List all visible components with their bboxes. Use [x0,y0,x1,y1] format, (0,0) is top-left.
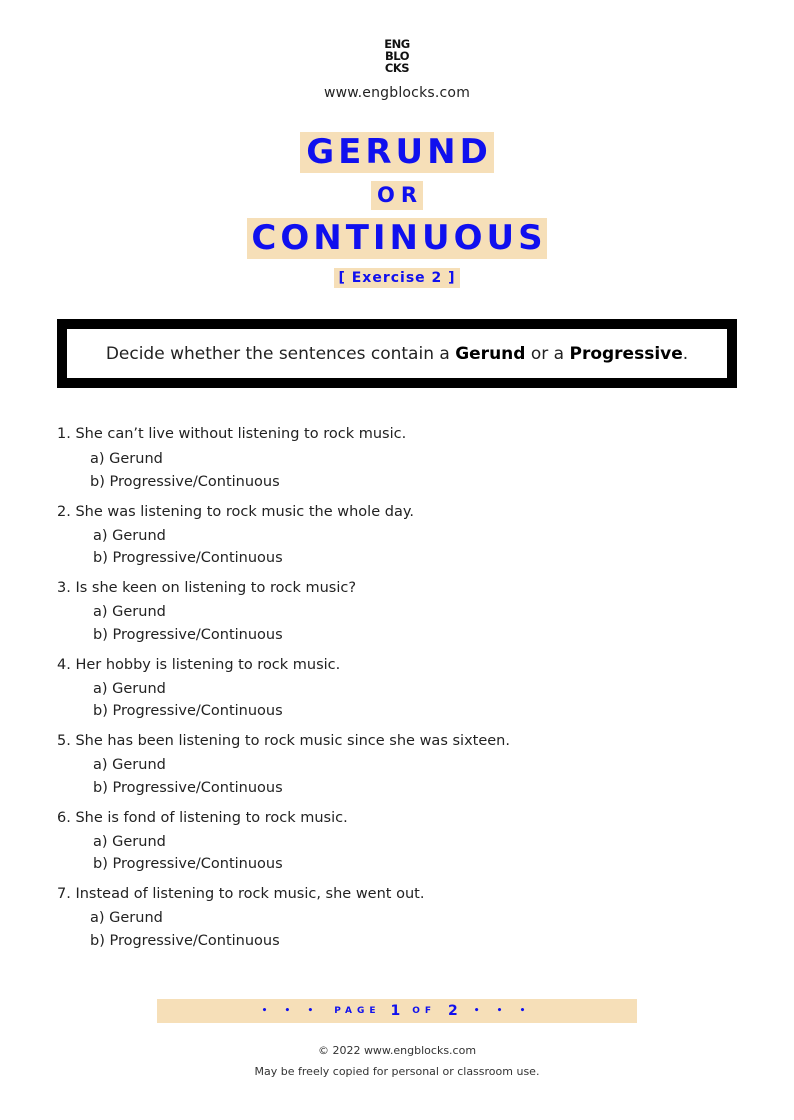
pagination-of-word: OF [412,1006,437,1016]
question-7-option-b[interactable]: b) Progressive/Continuous [90,933,280,949]
question-1-text: 1. She can’t live without listening to rock music. [57,426,407,442]
title-or: OR [371,181,423,210]
exercise-subtitle: [ Exercise 2 ] [334,268,459,288]
question-5-option-a[interactable]: a) Gerund [93,757,166,773]
usage-note: May be freely copied for personal or classroom use. [254,1065,540,1078]
instruction-suffix: . [682,343,689,364]
pagination-total-pages: 2 [448,1003,458,1019]
question-4-text: 4. Her hobby is listening to rock music. [57,657,341,673]
pagination-page-word: PAGE [334,1006,381,1016]
logo-line: ENG [384,37,410,51]
logo-line: CKS [384,61,410,75]
pagination-bar [157,999,637,1023]
title-line-3 [0,218,794,259]
instruction-box [57,319,737,388]
question-2-option-b[interactable]: b) Progressive/Continuous [93,550,283,566]
title-gerund: GERUND [300,132,494,173]
site-url[interactable]: www.engblocks.com [323,85,471,101]
title-continuous: CONTINUOUS [247,218,546,259]
question-6-text: 6. She is fond of listening to rock music. [57,810,348,826]
question-4-option-a[interactable]: a) Gerund [93,681,166,697]
pagination-dots-right: • • • [473,1006,533,1016]
logo-line: BLO [385,49,409,63]
instruction-middle: or a [525,343,570,364]
question-3-text: 3. Is she keen on listening to rock music? [57,580,357,596]
question-2-text: 2. She was listening to rock music the whole day. [57,504,414,520]
instruction-term-gerund: Gerund [455,343,526,364]
question-7-text: 7. Instead of listening to rock music, she went out. [57,886,425,902]
title-line-1 [0,132,794,173]
instruction-text [106,344,688,364]
question-4-option-b[interactable]: b) Progressive/Continuous [93,703,283,719]
exercise-subtitle-line [0,267,794,288]
question-3-option-a[interactable]: a) Gerund [93,604,166,620]
question-1-option-a[interactable]: a) Gerund [90,451,163,467]
instruction-prefix: Decide whether the sentences contain a [105,343,456,364]
question-1-option-b[interactable]: b) Progressive/Continuous [90,474,280,490]
question-5-option-b[interactable]: b) Progressive/Continuous [93,780,283,796]
instruction-term-progressive: Progressive [569,343,683,364]
pagination-current-page: 1 [390,1003,401,1019]
question-2-option-a[interactable]: a) Gerund [93,528,166,544]
question-3-option-b[interactable]: b) Progressive/Continuous [93,627,283,643]
question-6-option-b[interactable]: b) Progressive/Continuous [93,856,283,872]
pagination-dots-left: • • • [261,1006,321,1016]
copyright-text: © 2022 www.engblocks.com [317,1044,477,1057]
question-7-option-a[interactable]: a) Gerund [90,910,163,926]
question-5-text: 5. She has been listening to rock music since she was sixteen. [57,733,510,749]
engblocks-logo [380,38,414,74]
question-6-option-a[interactable]: a) Gerund [93,834,166,850]
title-line-2 [0,181,794,210]
